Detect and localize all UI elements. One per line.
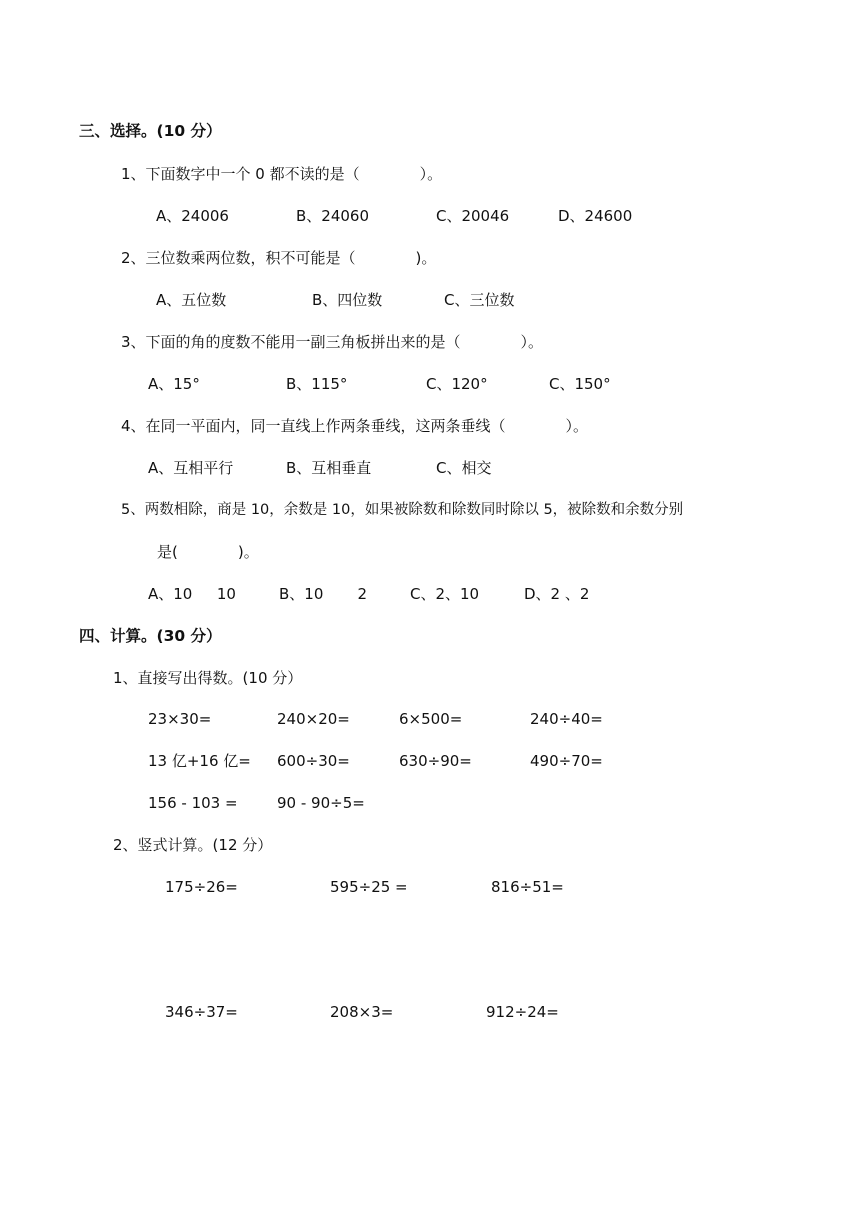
question-4-option-a: A、互相平行	[148, 459, 234, 477]
vertical-calc-item: 816÷51=	[491, 878, 564, 896]
vertical-calc-item: 912÷24=	[486, 1003, 559, 1021]
question-5-stem: 5、两数相除，商是 10，余数是 10，如果被除数和除数同时除以 5，被除数和余数分别	[121, 502, 684, 518]
vertical-calc-item: 595÷25 =	[330, 878, 408, 896]
question-2-stem: 2、三位数乘两位数，积不可能是（ )。	[121, 249, 437, 267]
oral-calc-item: 90 - 90÷5=	[277, 794, 365, 812]
oral-calc-item: 630÷90=	[399, 752, 472, 770]
question-5-option-b: B、10 2	[279, 585, 367, 603]
question-4-stem: 4、在同一平面内，同一直线上作两条垂线，这两条垂线（ ）。	[121, 417, 589, 435]
question-5-stem-continued: 是( )。	[157, 543, 259, 561]
oral-calc-item: 240÷40=	[530, 710, 603, 728]
question-1-option-d: D、24600	[558, 207, 633, 225]
question-4-option-b: B、互相垂直	[286, 459, 372, 477]
oral-calc-item: 240×20=	[277, 710, 350, 728]
question-2-option-b: B、四位数	[312, 291, 383, 309]
question-5-option-a: A、10 10	[148, 585, 236, 603]
question-5-option-c: C、2、10	[410, 585, 480, 603]
question-3-option-d: C、150°	[549, 375, 611, 393]
question-2-option-a: A、五位数	[156, 291, 227, 309]
question-3-option-c: C、120°	[426, 375, 488, 393]
section-4-title: 四、计算。(30 分）	[79, 627, 222, 645]
question-3-option-a: A、15°	[148, 375, 200, 393]
part-2-title: 2、竖式计算。(12 分）	[113, 836, 273, 854]
vertical-calc-item: 175÷26=	[165, 878, 238, 896]
vertical-calc-item: 346÷37=	[165, 1003, 238, 1021]
oral-calc-item: 156 - 103 =	[148, 794, 238, 812]
question-5-option-d: D、2 、2	[524, 585, 590, 603]
question-1-option-c: C、20046	[436, 207, 510, 225]
question-3-stem: 3、下面的角的度数不能用一副三角板拼出来的是（ ）。	[121, 333, 544, 351]
section-3-title: 三、选择。(10 分）	[79, 122, 222, 140]
oral-calc-item: 600÷30=	[277, 752, 350, 770]
question-2-option-c: C、三位数	[444, 291, 515, 309]
question-3-option-b: B、115°	[286, 375, 348, 393]
vertical-calc-item: 208×3=	[330, 1003, 394, 1021]
oral-calc-item: 13 亿+16 亿=	[148, 752, 251, 770]
question-1-option-b: B、24060	[296, 207, 370, 225]
question-1-stem: 1、下面数字中一个 0 都不读的是（ ）。	[121, 165, 443, 183]
oral-calc-item: 23×30=	[148, 710, 212, 728]
oral-calc-item: 490÷70=	[530, 752, 603, 770]
part-1-title: 1、直接写出得数。(10 分）	[113, 669, 303, 687]
question-4-option-c: C、相交	[436, 459, 492, 477]
question-1-option-a: A、24006	[156, 207, 229, 225]
oral-calc-item: 6×500=	[399, 710, 463, 728]
